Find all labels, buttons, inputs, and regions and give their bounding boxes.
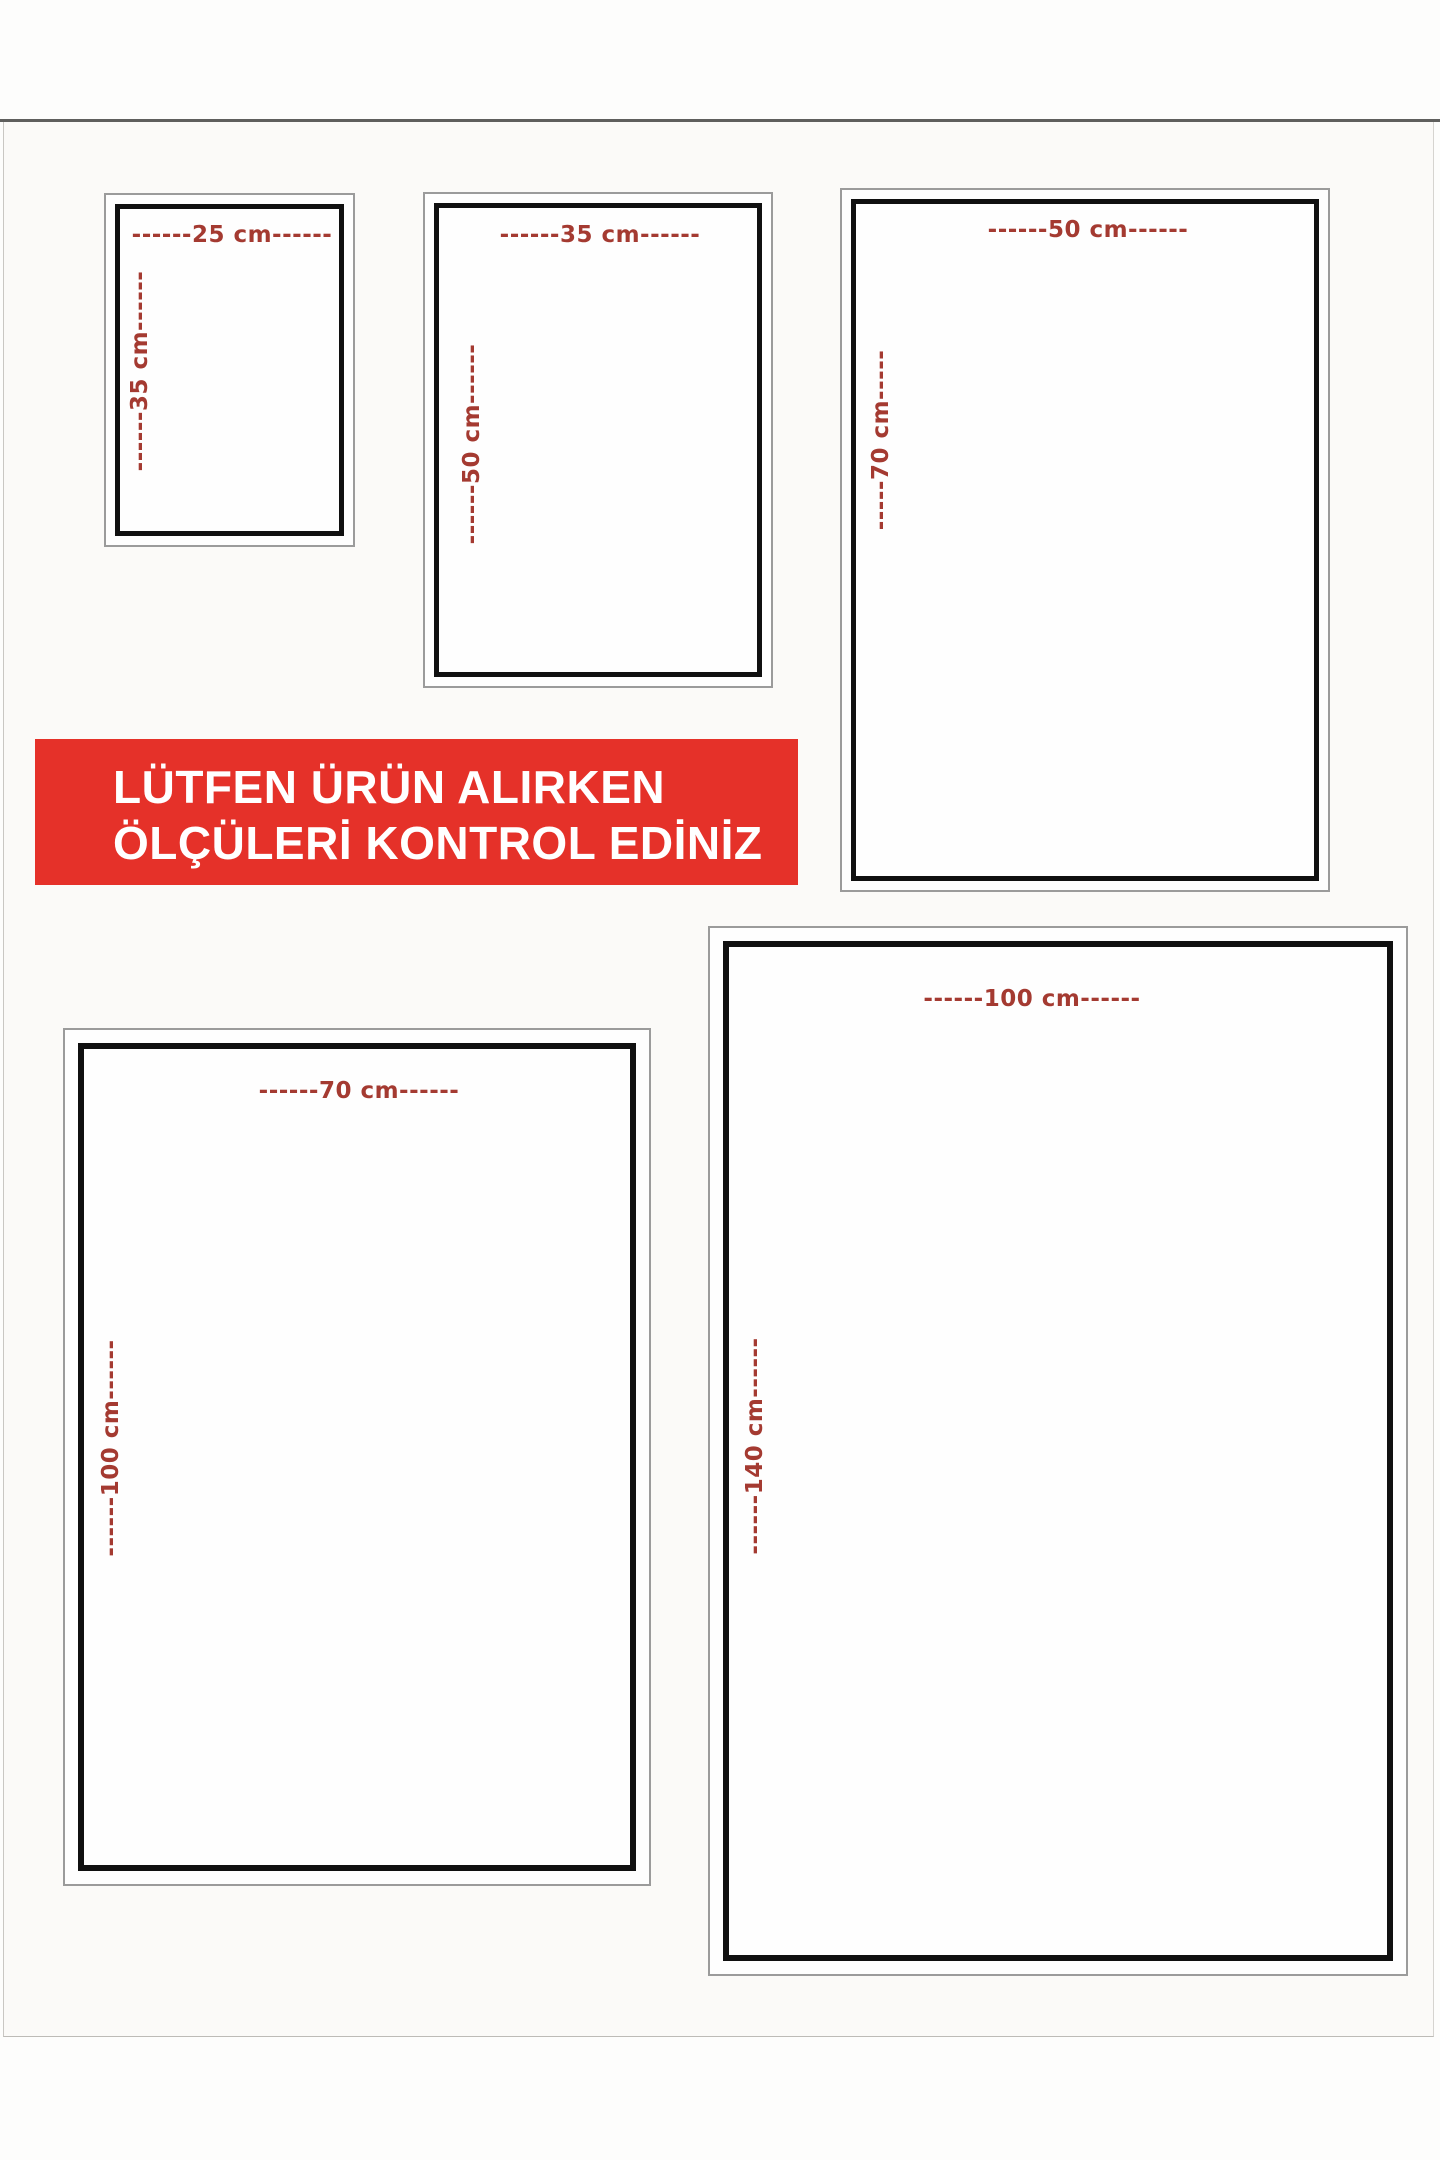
warning-banner: [35, 739, 798, 885]
size-box-100x140: [708, 926, 1408, 1976]
size-box-50x70-width-label: ------50 cm------: [987, 217, 1189, 243]
size-box-25x35-height-label: ------35 cm------: [127, 270, 153, 472]
size-box-25x35-width-label: ------25 cm------: [131, 222, 333, 248]
size-box-35x50: [423, 192, 773, 688]
size-box-70x100: [63, 1028, 651, 1886]
size-box-100x140-width-label: ------100 cm------: [923, 986, 1141, 1012]
size-box-50x70-frame: [851, 199, 1319, 881]
size-box-50x70-height-label: -----70 cm-----: [868, 349, 894, 531]
size-box-25x35: [104, 193, 355, 547]
size-box-100x140-frame: [723, 941, 1393, 1961]
size-box-70x100-frame: [78, 1043, 636, 1871]
size-box-35x50-height-label: ------50 cm------: [459, 343, 485, 545]
size-box-70x100-height-label: ------100 cm------: [98, 1339, 124, 1557]
size-box-100x140-height-label: ------140 cm------: [742, 1337, 768, 1555]
size-box-35x50-width-label: ------35 cm------: [499, 222, 701, 248]
size-box-50x70: [840, 188, 1330, 892]
warning-banner-line1: LÜTFEN ÜRÜN ALIRKEN: [113, 761, 666, 813]
size-box-70x100-width-label: ------70 cm------: [258, 1078, 460, 1104]
warning-banner-line2: ÖLÇÜLERİ KONTROL EDİNİZ: [113, 817, 763, 869]
